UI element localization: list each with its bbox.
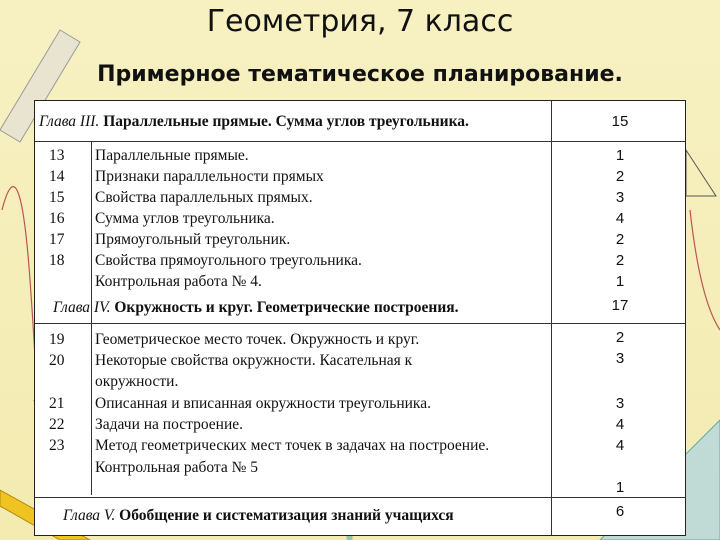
- lesson-topic: Свойства прямоугольного треугольника.: [95, 252, 362, 269]
- lesson-number: 23: [49, 437, 65, 454]
- lesson-hours: 2: [615, 231, 625, 248]
- test-topic: Контрольная работа № 4.: [95, 273, 262, 290]
- chapter-5-hours: 6: [615, 503, 625, 520]
- lesson-number: 14: [49, 168, 65, 185]
- graph-curve-right: [690, 210, 720, 330]
- lesson-topic: Описанная и вписанная окружности треугольника.: [95, 395, 431, 412]
- page-subtitle: Примерное тематическое планирование.: [97, 62, 623, 87]
- chapter-3-name: Параллельные прямые. Сумма углов треугольника.: [103, 113, 469, 130]
- lesson-number: 19: [49, 331, 65, 348]
- lesson-number: 15: [49, 189, 65, 206]
- lesson-hours: 3: [615, 395, 625, 412]
- lesson-number: 13: [49, 147, 65, 164]
- chapter-4-heading: [53, 297, 459, 318]
- chapter-4-name: Окружность и круг. Геометрические построения.: [114, 299, 459, 316]
- chapter-3-hours: 15: [611, 113, 629, 130]
- lesson-topic: Некоторые свойства окружности. Касательная к: [95, 352, 413, 369]
- lesson-topic: Метод геометрических мест точек в задачах на построение.: [95, 437, 490, 454]
- lesson-hours: 4: [615, 210, 625, 227]
- row-divider: [35, 141, 685, 142]
- lesson-number: 22: [49, 416, 65, 433]
- col-divider-num: [91, 141, 92, 495]
- graph-curve-left: [2, 187, 36, 403]
- planning-table: [34, 100, 686, 536]
- test-topic: Контрольная работа № 5: [95, 459, 259, 476]
- lesson-hours: 1: [615, 147, 625, 164]
- page-title: Геометрия, 7 класс: [206, 4, 514, 39]
- lesson-hours: 4: [615, 416, 625, 433]
- chapter-3-label: Глава III.: [39, 113, 100, 130]
- lesson-topic: Признаки параллельности прямых: [95, 168, 324, 185]
- chapter-3-heading: [39, 111, 469, 132]
- lesson-topic: Свойства параллельных прямых.: [95, 189, 313, 206]
- chapter-5-name: Обобщение и систематизация знаний учащихся: [119, 507, 454, 524]
- lesson-number: 16: [49, 210, 65, 227]
- col-divider-hours: [551, 101, 552, 535]
- lesson-topic-continued: окружности.: [95, 373, 179, 390]
- chapter-5-heading: [63, 505, 454, 526]
- chapter-4-hours: 17: [611, 297, 629, 314]
- lesson-number: 18: [49, 252, 65, 269]
- lesson-hours: 4: [615, 437, 625, 454]
- lesson-topic: Задачи на построение.: [95, 416, 243, 433]
- lesson-number: 17: [49, 231, 65, 248]
- lesson-hours: 2: [615, 168, 625, 185]
- chapter-4-label: Глава IV.: [53, 299, 111, 316]
- lesson-hours: 2: [615, 252, 625, 269]
- lesson-hours: 3: [615, 189, 625, 206]
- lesson-hours: 3: [615, 350, 625, 367]
- lesson-topic: Геометрическое место точек. Окружность и круг.: [95, 331, 420, 348]
- lesson-topic: Прямоугольный треугольник.: [95, 231, 291, 248]
- lesson-topic: Параллельные прямые.: [95, 147, 249, 164]
- chapter-5-label: Глава V.: [63, 507, 116, 524]
- lesson-number: 21: [49, 395, 65, 412]
- lesson-hours: 2: [615, 329, 625, 346]
- lesson-number: 20: [49, 352, 65, 369]
- test-hours: 1: [615, 479, 625, 496]
- triangle-icon: [686, 150, 716, 196]
- row-divider: [35, 323, 685, 324]
- test-hours: 1: [615, 273, 625, 290]
- lesson-topic: Сумма углов треугольника.: [95, 210, 275, 227]
